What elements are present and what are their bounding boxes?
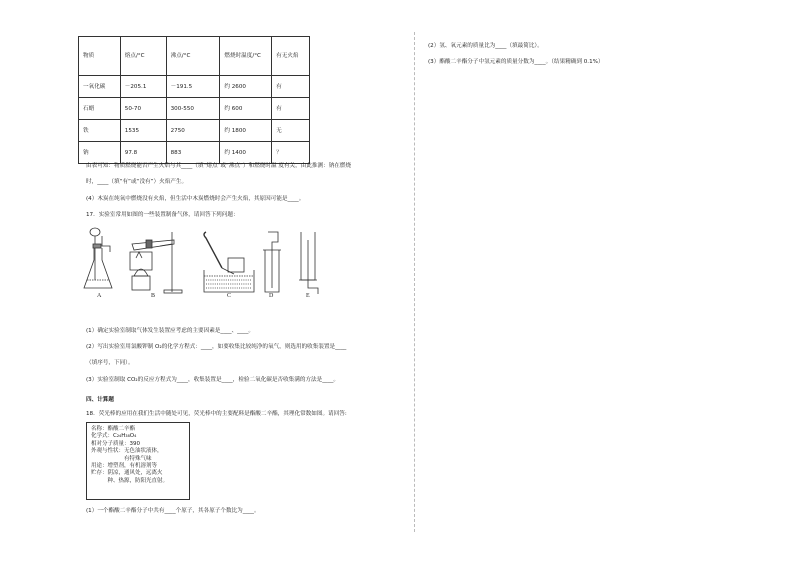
info-line: 有特殊气味 [91,455,152,462]
table-header-cell: 熔点/°C [120,37,166,76]
question-17-title: 17．实验室常用如图的一些装置制备气体，请回答下列问题： [86,212,239,218]
table-cell: 钠 [79,142,121,164]
info-line: 用途：增塑剂，有机溶剂等 [91,463,158,470]
column-divider [414,32,415,532]
table-row [79,98,310,120]
question-17-2a: (2）写出实验室用氯酸钾制 O₂的化学方程式：____，如要收集比较纯净的氧气，则选用的收集装置是____ [86,344,347,350]
substance-info-box [86,422,190,500]
table-cell: 无 [272,120,310,142]
apparatus-label: E [306,293,310,299]
table-cell: 一氧化碳 [79,76,121,98]
apparatus-d-gas-jar-icon [258,222,284,302]
info-line: 化学式：C₂₄H₃₈O₄ [91,433,137,440]
table-cell: 300-550 [166,98,220,120]
info-line: 相对分子质量：390 [91,440,140,447]
table-cell: 2750 [166,120,220,142]
table-row [79,142,310,164]
table-cell: 约 2600 [220,76,272,98]
question-17-2b: （填序号，下同）。 [86,360,134,366]
table-header-cell: 有无火焰 [272,37,310,76]
apparatus-a-flask-icon [80,222,120,302]
table-cell: 铁 [79,120,121,142]
apparatus-label: C [227,293,232,299]
table-cell: 约 1400 [220,142,272,164]
apparatus-label: A [97,293,102,299]
conclusion-line-2: 时，____（填“有”或“没有”）火焰产生。 [86,179,188,185]
apparatus-c-trough-icon [200,222,258,302]
question-18-1: (1）一个酯酸二辛酯分子中共有____个原子，其各原子个数比为____。 [86,508,260,514]
table-header-cell: 沸点/°C [166,37,220,76]
table-cell: －205.1 [120,76,166,98]
apparatus-label: B [151,293,156,299]
table-cell: 883 [166,142,220,164]
apparatus-label: D [269,293,274,299]
apparatus-e-gas-jar-icon [296,222,320,302]
table-cell: 石蜡 [79,98,121,120]
properties-table [78,36,310,164]
table-cell: 50-70 [120,98,166,120]
question-18-3: (3）酯酸二辛酯分子中氢元素的质量分数为____。（结果精确到 0.1%） [428,59,604,65]
question-18-2: (2）氢、氧元素的质量比为____（填最简比）。 [428,43,543,49]
question-18-title: 18．荧光棒的应用在我们生活中随处可见，荧光棒中的主要配料是酯酸二辛酯，其理化常数如图。请回答: [86,411,347,417]
table-row [79,120,310,142]
table-row [79,76,310,98]
table-cell: 有 [272,76,310,98]
apparatus-b-heating-icon [124,222,186,302]
info-line: 种、热源，防阳光直射。 [91,477,169,484]
table-cell: －191.5 [166,76,220,98]
info-line: 外观与性状：无色油状液体， [91,448,163,455]
table-cell: 约 600 [220,98,272,120]
section-heading: 四、计算题 [86,397,114,403]
question-17-3: (3）实验室制取 CO₂的反应方程式为____，收集装置是____，检验二氧化碳是否收集满的方法是____。 [86,377,340,383]
info-line: 贮存：阴凉，通风处，远离火 [91,470,163,477]
table-header-row [79,37,310,76]
conclusion-line-1: 由表可知：物质燃烧能否产生火焰与其____（填“熔点”或“沸点”）和燃烧时温 度有关，由此推测：钠在燃烧 [86,163,352,169]
info-line: 名称：酯酸二辛酯 [91,426,136,432]
question-17-1: (1）确定实验室制取气体发生装置应考虑的主要因素是____、____。 [86,328,254,334]
table-header-cell: 燃烧时温度/°C [220,37,272,76]
table-cell: ？ [272,142,310,164]
table-cell: 97.8 [120,142,166,164]
table-cell: 有 [272,98,310,120]
table-header-cell: 物质 [79,37,121,76]
table-cell: 约 1800 [220,120,272,142]
table-cell: 1535 [120,120,166,142]
question-4-text: (4）木炭在纯氧中燃烧没有火焰，但生活中木炭燃烧时会产生火焰，其原因可能是____。 [86,196,305,202]
